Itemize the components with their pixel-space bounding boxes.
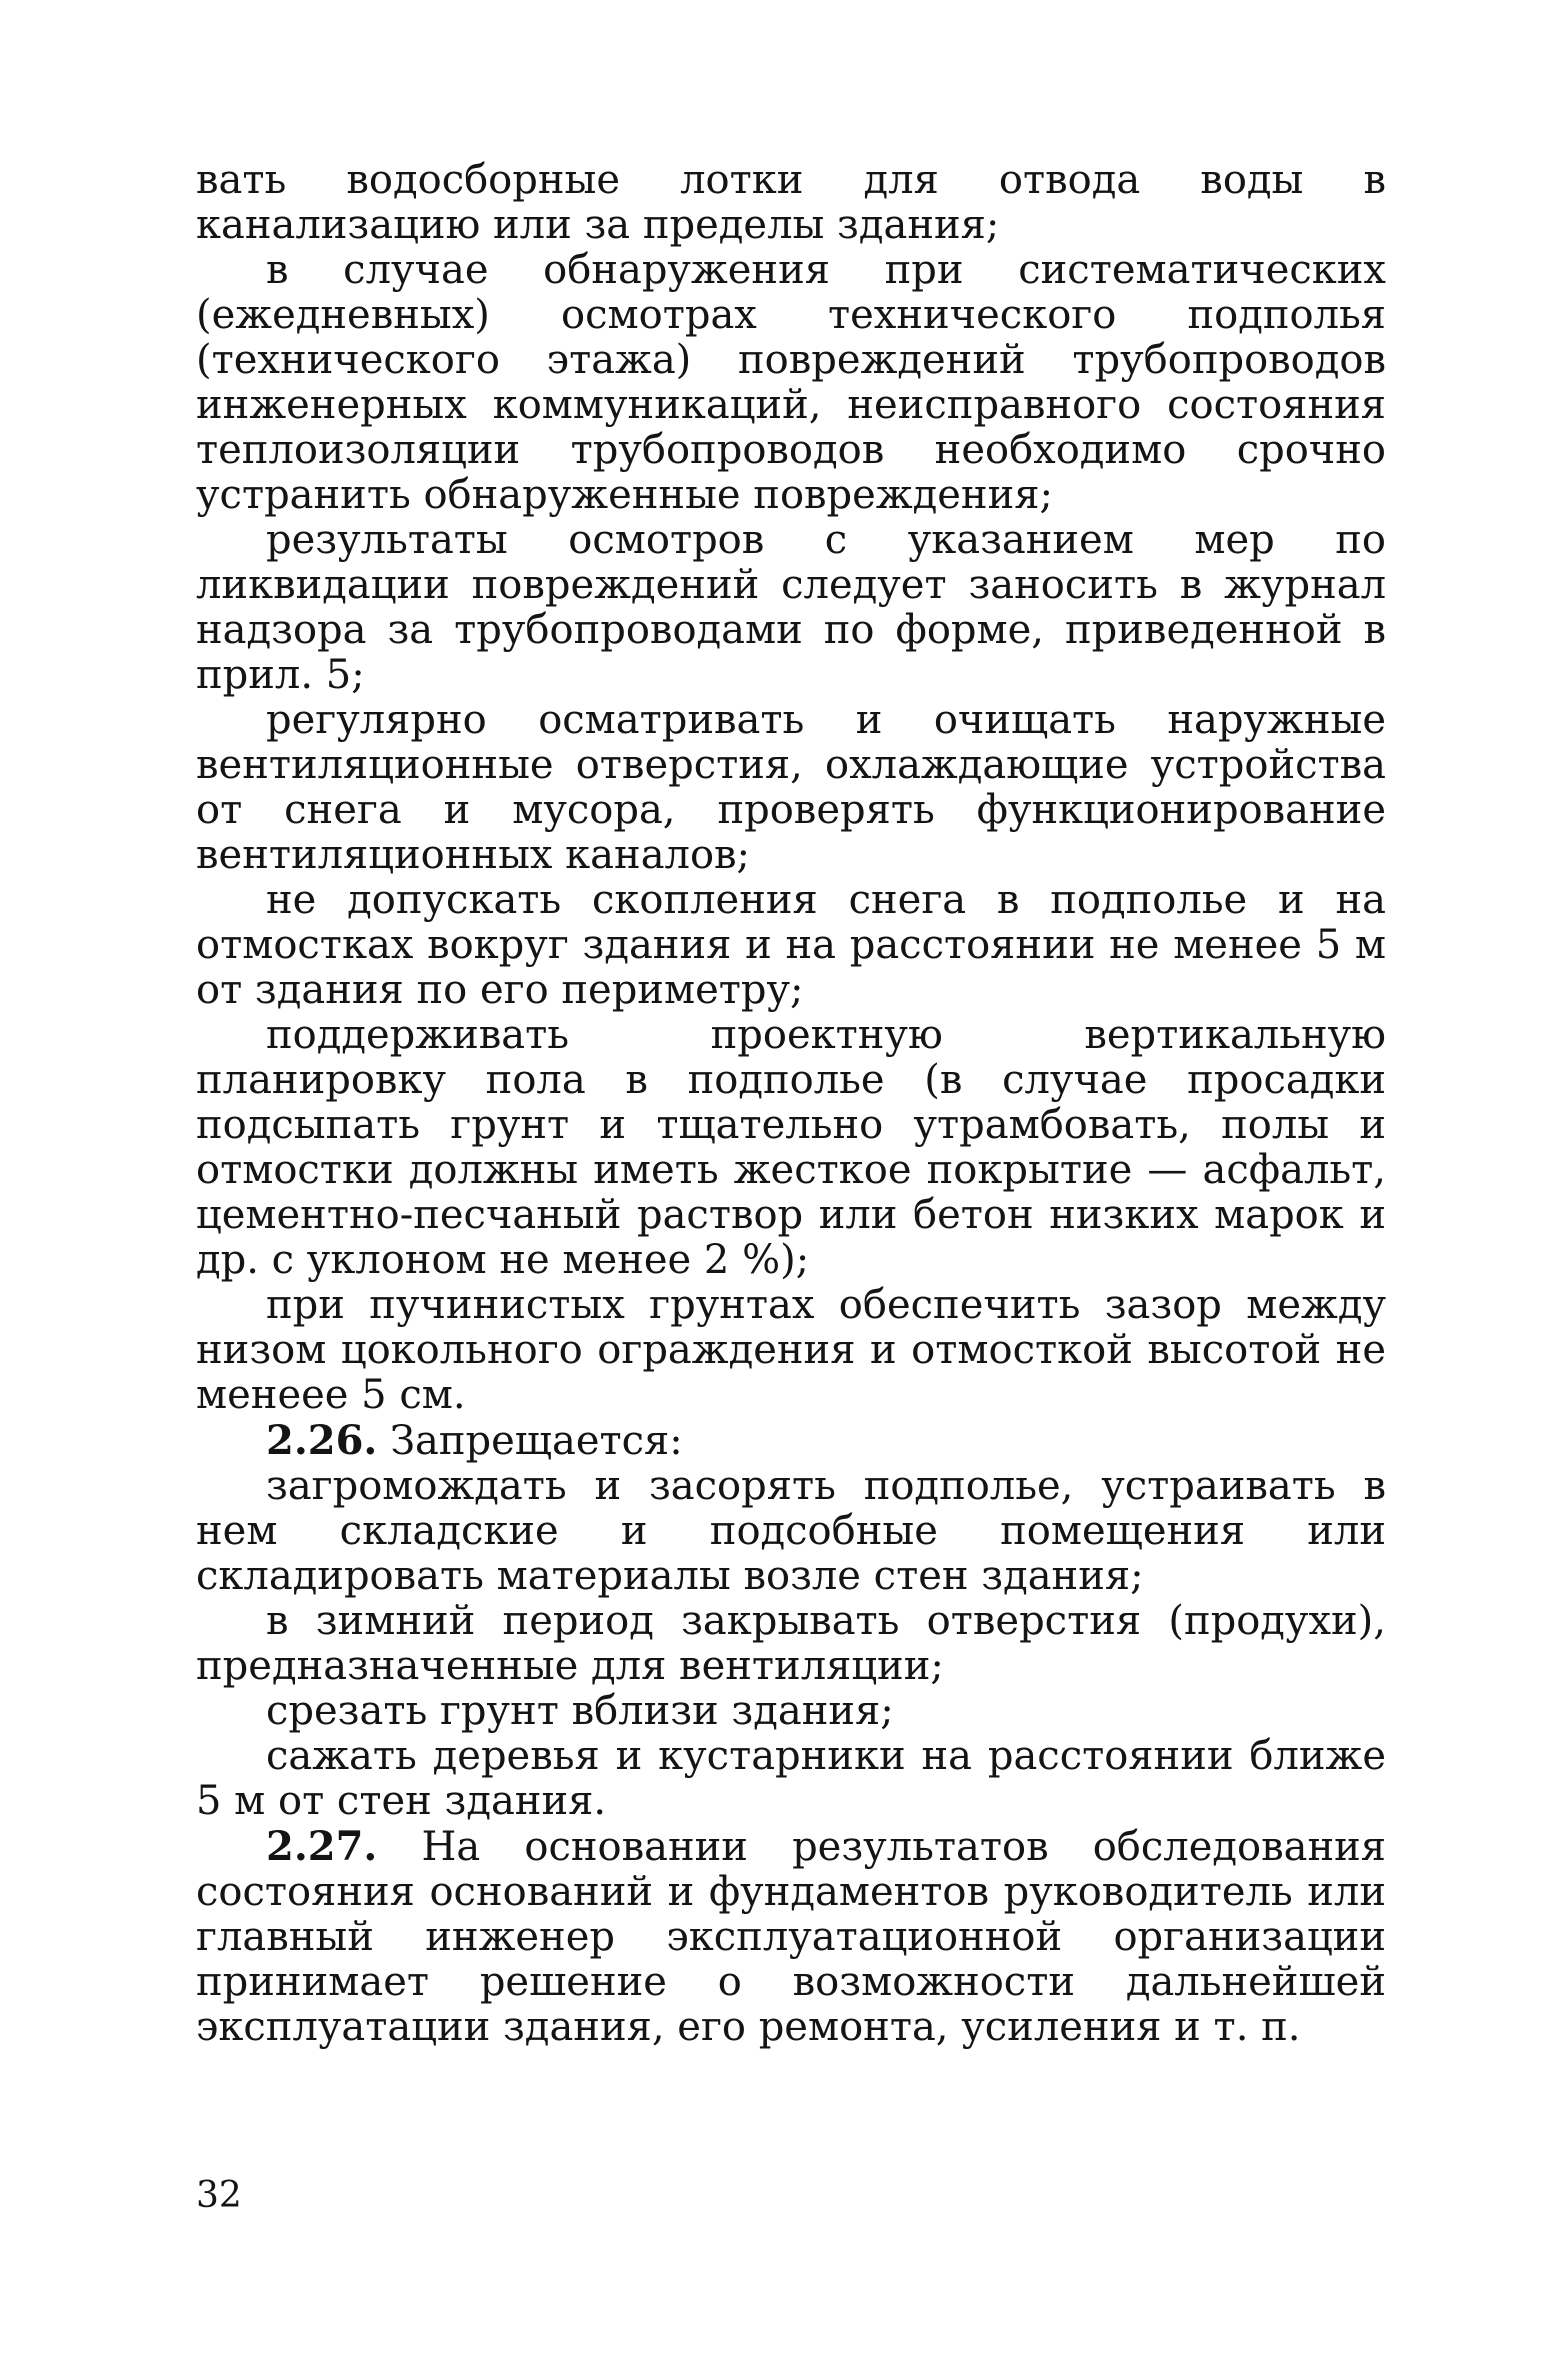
paragraph: в зимний период закрывать отверстия (продухи), предназначенные для вентиляции;: [196, 1598, 1386, 1689]
section-paragraph-2-26: [196, 1418, 1386, 1464]
page-number: 32: [196, 2175, 242, 2216]
paragraph: регулярно осматривать и очищать наружные вентиляционные отверстия, охлаждающие устройства от снега и мусора, проверять функционирование вентиляционных каналов;: [196, 697, 1386, 878]
section-text: На основании результатов обследования состояния оснований и фундаментов руководитель или главный инженер эксплуатационной организации принимает решение о возможности дальнейшей эксплуатации здания, его ремонта, усиления и т. п.: [196, 1824, 1386, 2050]
paragraph: сажать деревья и кустарники на расстоянии ближе 5 м от стен здания.: [196, 1733, 1386, 1824]
paragraph: вать водосборные лотки для отвода воды в канализацию или за пределы здания;: [196, 157, 1386, 248]
paragraph: не допускать скопления снега в подполье и на отмостках вокруг здания и на расстоянии не менее 5 м от здания по его периметру;: [196, 877, 1386, 1013]
paragraph: результаты осмотров с указанием мер по ликвидации повреждений следует заносить в журнал надзора за трубопроводами по форме, приведенной в прил. 5;: [196, 517, 1386, 698]
paragraph: при пучинистых грунтах обеспечить зазор между низом цокольного ограждения и отмосткой высотой не менеее 5 см.: [196, 1282, 1386, 1418]
section-number: 2.26.: [266, 1417, 378, 1464]
page-body: [196, 158, 1386, 2050]
section-paragraph-2-27: [196, 1824, 1386, 2050]
paragraph: срезать грунт вблизи здания;: [266, 1688, 894, 1734]
paragraph: загромождать и засорять подполье, устраивать в нем складские и подсобные помещения или складировать материалы возле стен здания;: [196, 1463, 1386, 1599]
section-number: 2.27.: [266, 1823, 378, 1870]
paragraph: поддерживать проектную вертикальную планировку пола в подполье (в случае просадки подсыпать грунт и тщательно утрамбовать, полы и отмостки должны иметь жесткое покрытие — асфальт, цементно-песчаный раствор или бетон низких марок и др. с уклоном не менее 2 %);: [196, 1012, 1386, 1283]
section-text: Запрещается:: [390, 1418, 683, 1464]
paragraph: в случае обнаружения при систематических (ежедневных) осмотрах технического подполья (технического этажа) повреждений трубопроводов инженерных коммуникаций, неисправного состояния теплоизоляции трубопроводов необходимо срочно устранить обнаруженные повреждения;: [196, 247, 1386, 518]
